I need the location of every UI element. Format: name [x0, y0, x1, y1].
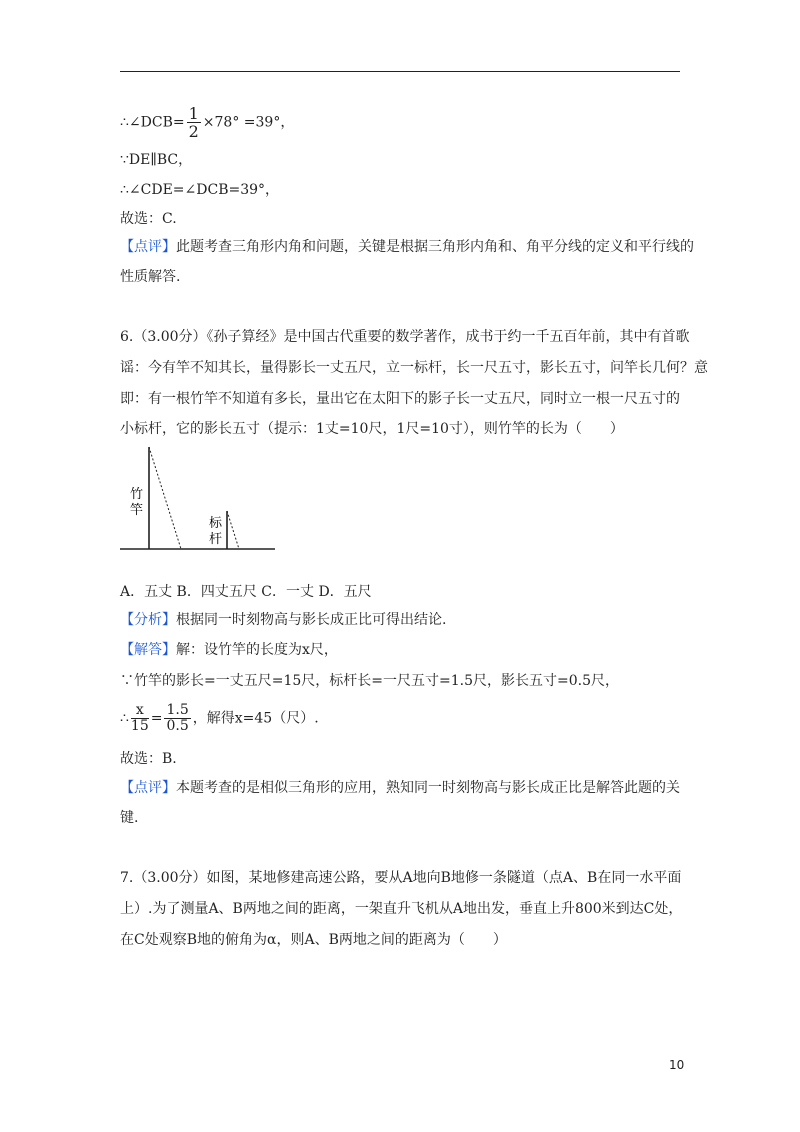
stick-label-1: 标	[209, 516, 223, 531]
prev-line-4: 故选：C.	[120, 211, 177, 227]
q6-analysis: 【分析】根据同一时刻物高与影长成正比可得出结论.	[120, 612, 447, 628]
q7-line-1: 7.（3.00分）如图，某地修建高速公路，要从A地向B地修一条隧道（点A、B在同一水平面	[120, 870, 682, 886]
fraction-half: $\frac{1}{2}$	[188, 104, 199, 141]
solution-tag: 【解答】	[120, 642, 176, 658]
prev-review: 【点评】此题考查三角形内角和问题，关键是根据三角形内角和、角平分线的定义和平行线的	[120, 239, 694, 255]
review-tag: 【点评】	[120, 239, 176, 255]
q6-options: A．五丈 B．四丈五尺 C．一丈 D．五尺	[120, 584, 372, 600]
pole-shadow-ray	[149, 447, 181, 549]
q6-equation: ∴ $\frac{x}{15}$ = $\frac{1.5}{0.5}$ ，解得x=45（尺）.	[120, 702, 319, 734]
q6-review-cont: 键.	[120, 810, 139, 826]
shadow-figure	[115, 443, 280, 558]
q6-choice: 故选：B.	[120, 751, 177, 767]
stick-shadow-ray	[227, 511, 239, 549]
stick-label-2: 杆	[209, 532, 223, 547]
q6-solution-line-2: ∵竹竿的影长=一丈五尺=15尺，标杆长=一尺五寸=1.5尺，影长五寸=0.5尺，	[120, 673, 619, 689]
page-number: 10	[669, 1058, 685, 1072]
prev-review-cont: 性质解答.	[120, 269, 181, 285]
q6-solution: 【解答】解：设竹竿的长度为x尺，	[120, 642, 338, 658]
q6-line-2: 谣：今有竿不知其长，量得影长一丈五尺，立一标杆，长一尺五寸，影长五寸，问竿长几何？意	[120, 360, 708, 376]
review-tag: 【点评】	[120, 780, 176, 796]
q6-line-4: 小标杆，它的影长五寸（提示：1丈=10尺，1尺=10寸），则竹竿的长为（ ）	[120, 421, 624, 437]
header-rule	[120, 71, 680, 72]
pole-label-2: 竿	[130, 503, 144, 518]
q6-review: 【点评】本题考查的是相似三角形的应用，熟知同一时刻物高与影长成正比是解答此题的关	[120, 780, 680, 796]
prev-line-1: ∴∠DCB= $\frac{1}{2}$ ×78° =39°，	[120, 104, 295, 141]
analysis-tag: 【分析】	[120, 612, 176, 628]
pole-label-1: 竹	[130, 487, 144, 502]
fraction-1-5-over-0-5: $\frac{1.5}{0.5}$	[166, 702, 189, 734]
q6-line-1: 6.（3.00分）《孙子算经》是中国古代重要的数学著作，成书于约一千五百年前，其中有首歌	[120, 329, 690, 345]
q7-line-2: 上）.为了测量A、B两地之间的距离，一架直升飞机从A地出发，垂直上升800米到达C处，	[120, 901, 683, 917]
q6-line-3: 即：有一根竹竿不知道有多长，量出它在太阳下的影子长一丈五尺，同时立一根一尺五寸的	[120, 391, 680, 407]
fraction-x-over-15: $\frac{x}{15}$	[130, 702, 149, 734]
prev-line-2: ∵DE∥BC，	[120, 152, 193, 168]
q7-line-3: 在C处观察B地的俯角为α，则A、B两地之间的距离为（ ）	[120, 932, 507, 948]
prev-line-3: ∴∠CDE=∠DCB=39°，	[120, 182, 280, 198]
